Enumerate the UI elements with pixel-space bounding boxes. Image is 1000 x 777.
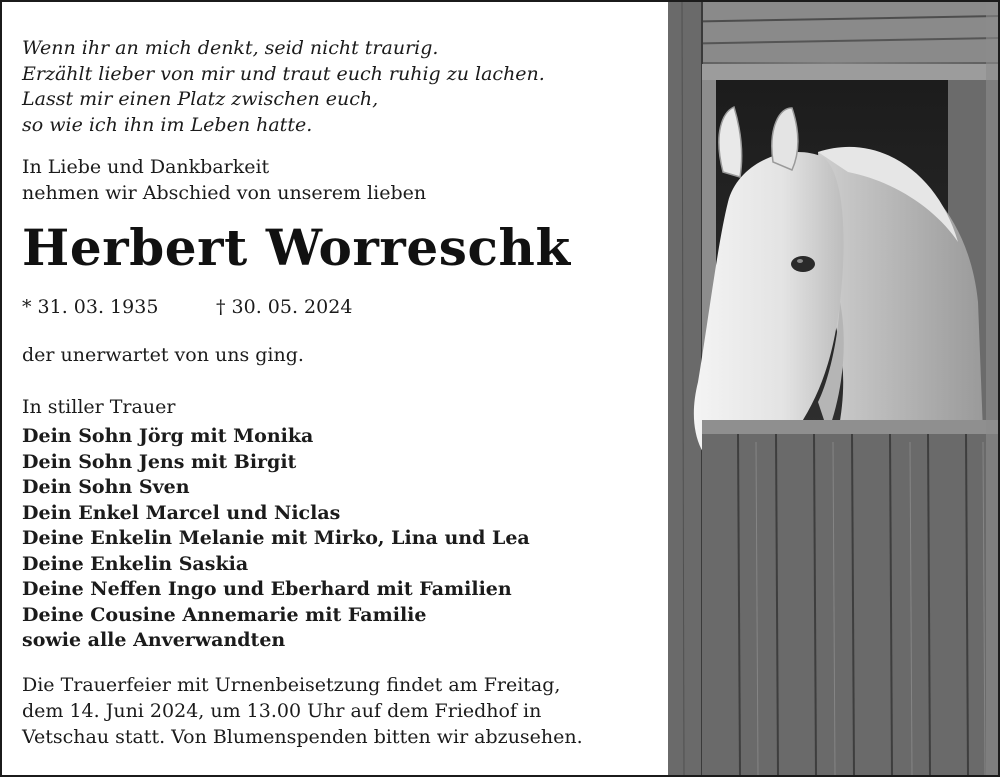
- mourning-intro: In stiller Trauer: [22, 396, 176, 418]
- service-line: dem 14. Juni 2024, um 13.00 Uhr auf dem Friedhof in: [22, 699, 542, 722]
- mourner-line: Dein Sohn Sven: [22, 476, 190, 498]
- service-line: Die Trauerfeier mit Urnenbeisetzung findet am Freitag,: [22, 673, 561, 696]
- text-column: [22, 36, 662, 750]
- poem-line: Wenn ihr an mich denkt, seid nicht traurig.: [22, 37, 439, 59]
- passing-text: der unerwartet von uns ging.: [22, 344, 304, 366]
- intro-line: nehmen wir Abschied von unserem lieben: [22, 181, 427, 204]
- mourner-line: Deine Neffen Ingo und Eberhard mit Familien: [22, 578, 512, 600]
- intro: [22, 155, 662, 206]
- mourner-line: sowie alle Anverwandten: [22, 629, 286, 651]
- birth-date: * 31. 03. 1935: [22, 296, 159, 318]
- poem-line: so wie ich ihn im Leben hatte.: [22, 113, 313, 136]
- service-info: [22, 672, 662, 750]
- intro-line: In Liebe und Dankbarkeit: [22, 156, 270, 178]
- mourner-line: Dein Sohn Jörg mit Monika: [22, 425, 314, 447]
- poem-line: Lasst mir einen Platz zwischen euch,: [22, 88, 379, 110]
- mourner-line: Dein Enkel Marcel und Niclas: [22, 501, 341, 524]
- death-date: † 30. 05. 2024: [216, 296, 353, 318]
- mourners-list: [22, 424, 662, 654]
- horse-image: [668, 2, 998, 775]
- horse-stable-photo: [668, 2, 998, 775]
- service-line: Vetschau statt. Von Blumenspenden bitten wir abzusehen.: [22, 725, 583, 748]
- mourner-line: Deine Enkelin Saskia: [22, 552, 249, 575]
- mourner-line: Dein Sohn Jens mit Birgit: [22, 450, 297, 473]
- mourner-line: Deine Cousine Annemarie mit Familie: [22, 603, 427, 626]
- poem-line: Erzählt lieber von mir und traut euch ruhig zu lachen.: [22, 62, 545, 85]
- life-dates: [22, 294, 662, 320]
- poem: [22, 36, 662, 138]
- deceased-name: Herbert Worreschk: [22, 218, 571, 277]
- mourner-line: Deine Enkelin Melanie mit Mirko, Lina und Lea: [22, 527, 530, 549]
